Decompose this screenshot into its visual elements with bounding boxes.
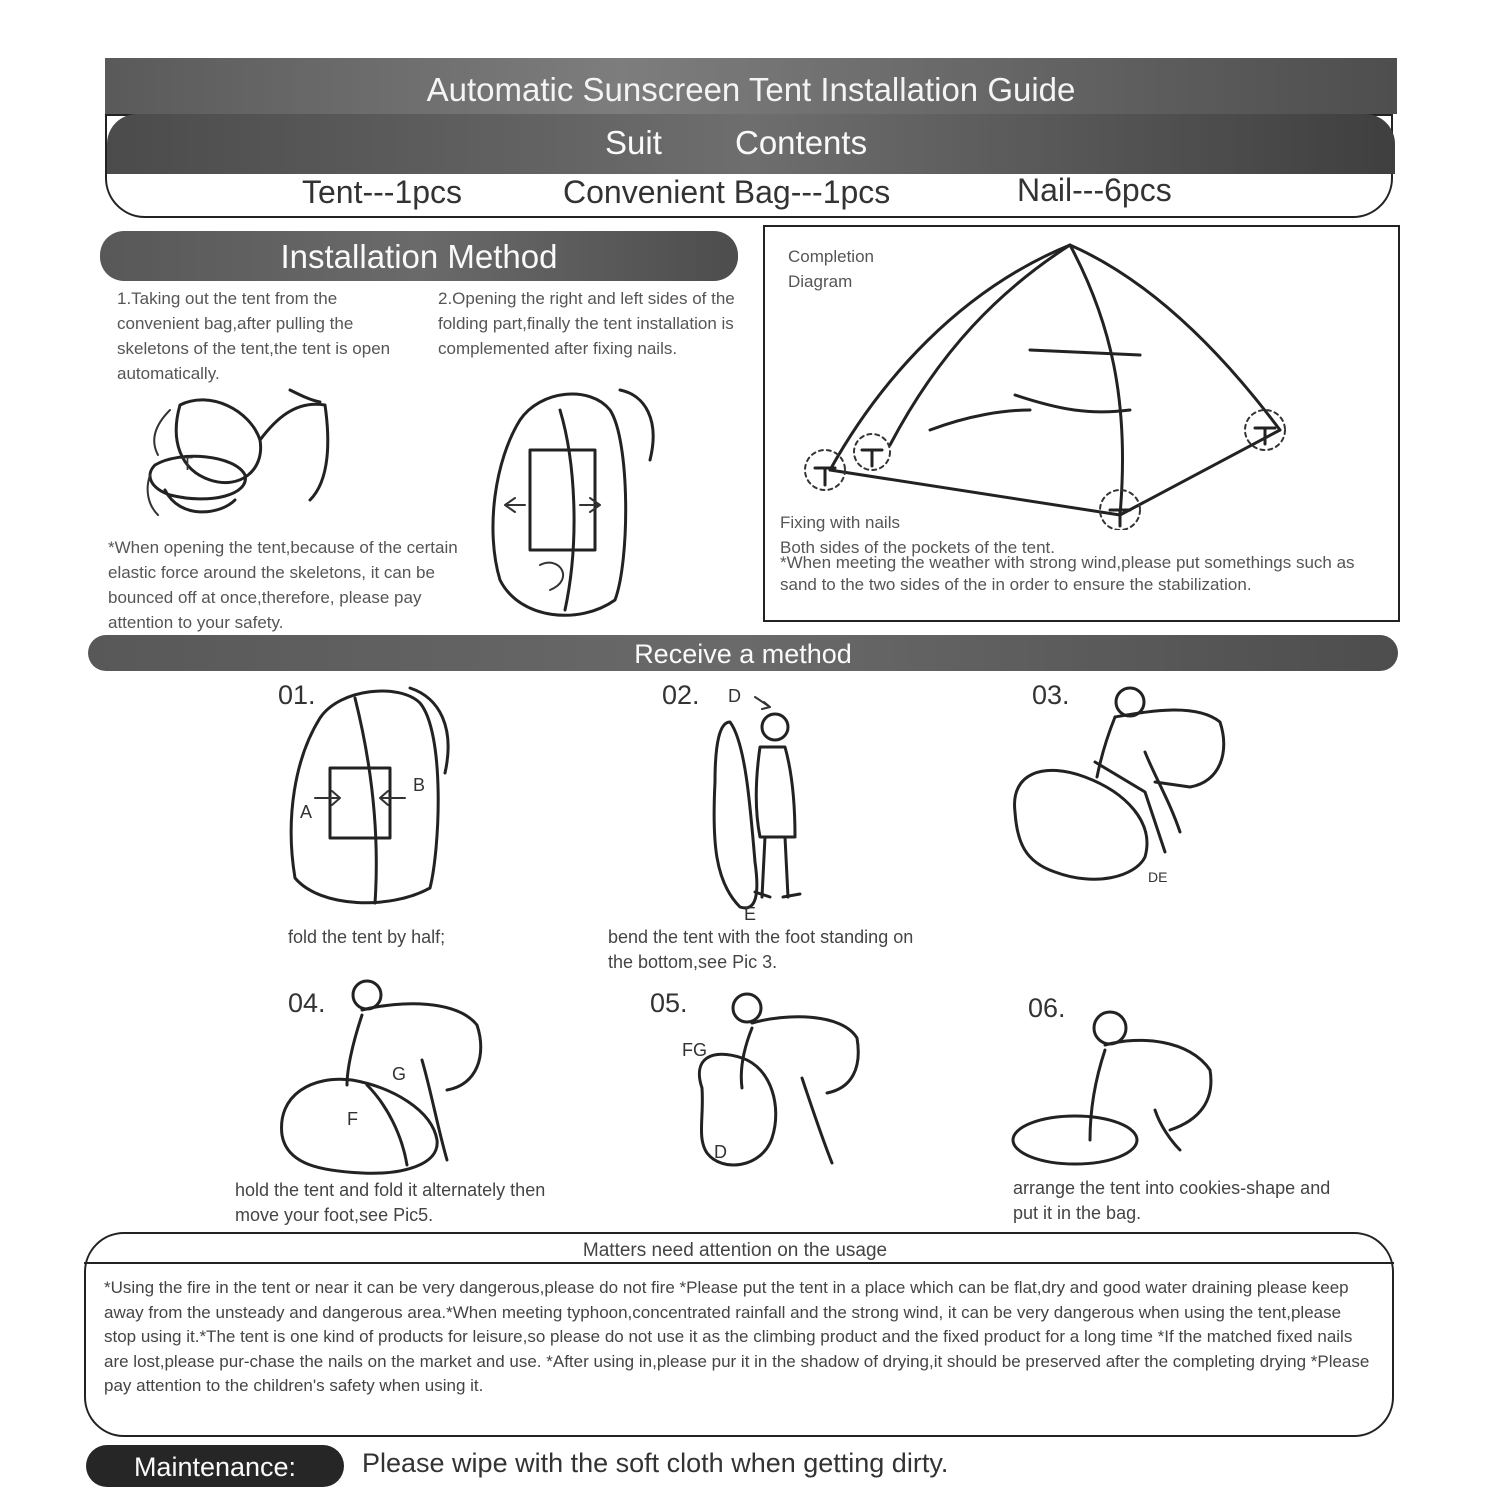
step-03-illustration	[1005, 682, 1245, 892]
step-06-caption: arrange the tent into cookies-shape and put it in the bag.	[1013, 1178, 1331, 1223]
maintenance-text: Please wipe with the soft cloth when getting dirty.	[362, 1448, 949, 1478]
step-05-letter-d: D	[714, 1142, 727, 1162]
attention-heading: Matters need attention on the usage	[582, 1240, 888, 1261]
installation-heading: Installation Method	[100, 231, 738, 281]
receive-method-heading: Receive a method	[88, 635, 1398, 671]
step-05-illustration	[672, 988, 872, 1183]
step-02-caption: bend the tent with the foot standing on the bottom,see Pic 3.	[608, 927, 914, 972]
suit-item-nail: Nail---6pcs	[1017, 172, 1172, 208]
step-03-number: 03.	[1032, 680, 1070, 710]
completion-label-2: Diagram	[788, 272, 853, 291]
step-04-illustration	[272, 975, 492, 1180]
attention-body: *Using the fire in the tent or near it can be very dangerous,please do not fire *Please put the tent in a place which can be flat,dry and good water draining please keep away from the unsteady and dangerous area.*When meeting typhoon,concentrated rainfall and the strong wind, it can be very dangerous when using the tent,please stop using it.*The tent is one kind of products for leisure,so please do not use it as the climbing product and the fixed product for a long time *If the matched fixed nails are lost,please pur-chase the nails on the market and use. *After using in,please pur it in the shadow of drying,it should be preserved after the completing drying *Please pay attention to the children's safety when using it.	[104, 1278, 1370, 1395]
page-title: Automatic Sunscreen Tent Installation Guide	[105, 58, 1397, 114]
step-04-letter-f: F	[347, 1109, 358, 1129]
suit-item-tent: Tent---1pcs	[302, 174, 463, 210]
step-02-letter-d: D	[728, 686, 741, 706]
step-04-caption: hold the tent and fold it alternately then move your foot,see Pic5.	[235, 1180, 546, 1225]
step-01-number: 01.	[278, 680, 316, 710]
step-01-letter-a: A	[300, 802, 313, 822]
installation-step2: 2.Opening the right and left sides of the folding part,finally the tent installation is complemented after fixing nails.	[438, 289, 735, 358]
suit-contents-header	[107, 114, 1395, 174]
step-06-illustration	[1010, 1000, 1220, 1170]
step-01-caption: fold the tent by half;	[288, 927, 446, 947]
completion-wind-note: *When meeting the weather with strong wind,please put somethings such as sand to the two sides of the in order to ensure the stabilization.	[780, 553, 1355, 594]
completed-tent-illustration	[790, 230, 1310, 530]
step-01-illustration	[280, 678, 460, 913]
suit-heading-right: Contents	[735, 124, 868, 161]
step-06-number: 06.	[1028, 993, 1066, 1023]
step-05-number: 05.	[650, 988, 688, 1018]
step-02-number: 02.	[662, 680, 700, 710]
maintenance-label: Maintenance:	[86, 1445, 344, 1487]
step-02-illustration	[700, 682, 830, 922]
installation-step1: 1.Taking out the tent from the convenient bag,after pulling the skeletons of the tent,the tent is open automatically.	[117, 289, 391, 383]
suit-heading-left: Suit	[605, 124, 662, 161]
attention-divider	[84, 1262, 1394, 1264]
installation-warning: *When opening the tent,because of the certain elastic force around the skeletons, it can be bounced off at once,therefore, please pay attention to your safety.	[108, 538, 458, 632]
suit-item-bag: Convenient Bag---1pcs	[563, 174, 891, 210]
step-02-letter-e: E	[744, 904, 757, 922]
tent-opening-illustration	[140, 380, 340, 530]
tent-t-mark: T	[182, 454, 193, 474]
completion-label-1: Completion	[788, 247, 874, 266]
completion-nails-line: Both sides of the pockets of the tent.	[780, 538, 1056, 557]
tent-folding-illustration	[480, 380, 670, 630]
step-01-letter-b: B	[413, 775, 426, 795]
step-04-number: 04.	[288, 988, 326, 1018]
step-03-letters-de: DE	[1148, 869, 1168, 885]
step-04-letter-g: G	[392, 1064, 407, 1084]
step-05-letters-fg: FG	[682, 1040, 707, 1060]
completion-nails-title: Fixing with nails	[780, 513, 900, 532]
